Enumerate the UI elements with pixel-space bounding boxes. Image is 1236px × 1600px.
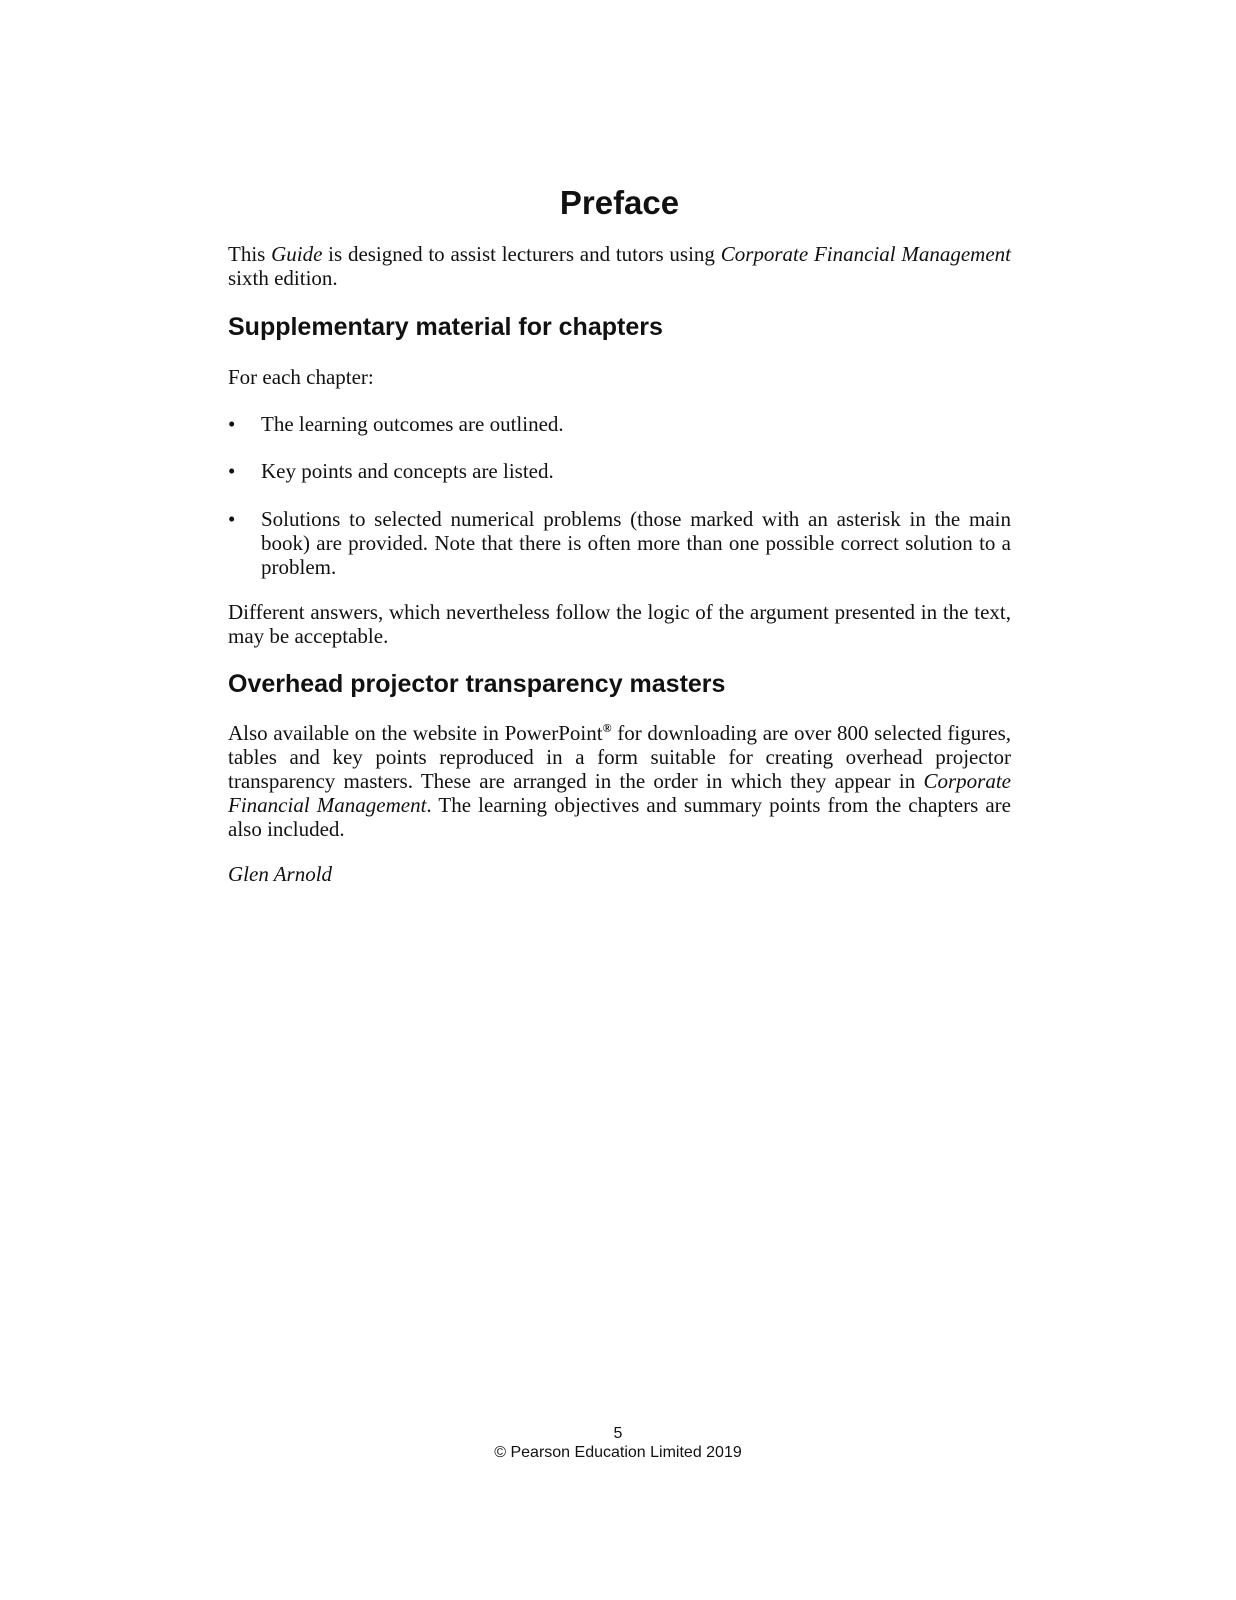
intro-guide-italic: Guide bbox=[271, 242, 323, 266]
section1-lead: For each chapter: bbox=[228, 365, 374, 389]
list-item-text: Solutions to selected numerical problems (those marked with an asterisk in the main book) are provided. Note that there is often more than one possible correct solution to a problem. bbox=[261, 507, 1011, 579]
section2-book-title: Corporate Financial Management bbox=[228, 769, 1011, 817]
intro-text-1: This bbox=[228, 242, 272, 266]
document-page bbox=[228, 0, 1011, 1600]
registered-mark: ® bbox=[602, 721, 612, 735]
intro-text-2: is designed to assist lecturers and tutors using bbox=[322, 242, 721, 266]
page-title: Preface bbox=[559, 184, 680, 221]
intro-book-title: Corporate Financial Management bbox=[720, 242, 1011, 266]
intro-paragraph bbox=[228, 242, 1011, 290]
section-heading-supplementary: Supplementary material for chapters bbox=[228, 313, 663, 341]
author-name: Glen Arnold bbox=[228, 862, 333, 886]
bullet-icon: • bbox=[228, 507, 236, 531]
list-item-text: The learning outcomes are outlined. bbox=[261, 412, 564, 436]
section2-text-1: Also available on the website in PowerPoint bbox=[228, 721, 603, 745]
section-heading-overhead: Overhead projector transparency masters bbox=[228, 670, 726, 698]
copyright-notice: © Pearson Education Limited 2019 bbox=[494, 1444, 742, 1461]
bullet-icon: • bbox=[228, 459, 236, 483]
intro-text-3: sixth edition. bbox=[228, 266, 338, 290]
section2-text-3: . The learning objectives and summary points from the chapters are also included. bbox=[228, 793, 1011, 841]
bullet-icon: • bbox=[228, 412, 236, 436]
author-signature bbox=[228, 862, 1011, 886]
section2-text-2: for downloading are over 800 selected figures, tables and key points reproduced in a form suitable for creating overhead projector transparency masters. These are arranged in the order in which they appear in bbox=[228, 721, 1011, 793]
page-number: 5 bbox=[613, 1425, 623, 1442]
section2-paragraph bbox=[228, 721, 1011, 841]
list-item-text: Key points and concepts are listed. bbox=[261, 459, 554, 483]
section1-after-paragraph: Different answers, which nevertheless follow the logic of the argument presented in the text, may be acceptable. bbox=[228, 600, 1011, 648]
